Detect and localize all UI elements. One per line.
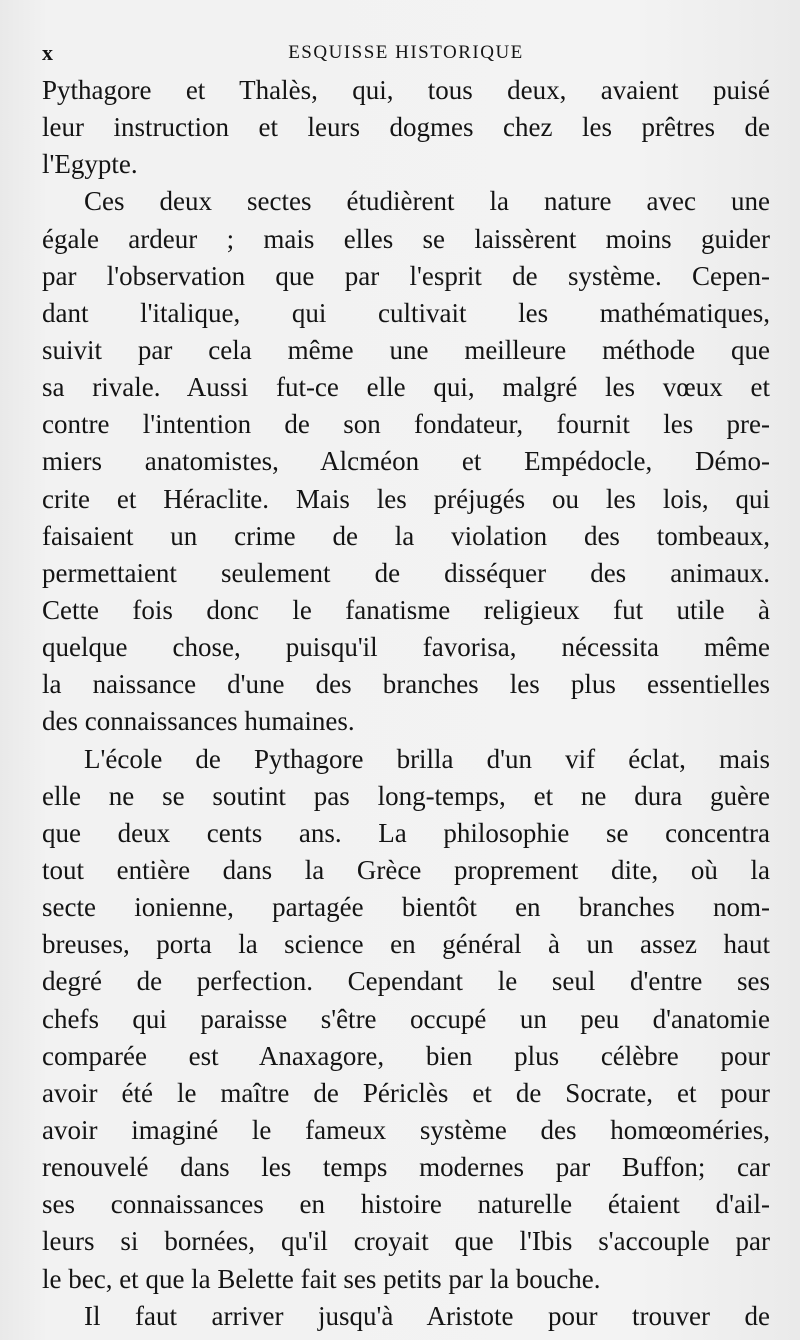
text-line: crite et Héraclite. Mais les préjugés ou les lois, qui (42, 483, 770, 514)
text-line: Il faut arriver jusqu'à Aristote pour trouver de (84, 1300, 770, 1331)
paragraph (42, 741, 770, 1298)
paragraph (42, 72, 770, 183)
text-line: l'Egypte. (42, 149, 138, 180)
text-line: chefs qui paraisse s'être occupé un peu d'anatomie (42, 1003, 770, 1034)
text-line: L'école de Pythagore brilla d'un vif éclat, mais (84, 743, 770, 774)
text-line: renouvelé dans les temps modernes par Buffon; car (42, 1152, 770, 1183)
text-line: leurs si bornées, qu'il croyait que l'Ibis s'accouple par (42, 1226, 770, 1257)
paragraph (42, 1298, 770, 1335)
text-line: que deux cents ans. La philosophie se concentra (42, 817, 770, 848)
text-line: la naissance d'une des branches les plus essentielles (42, 669, 770, 700)
text-line: comparée est Anaxagore, bien plus célèbre pour (42, 1040, 770, 1071)
text-line: degré de perfection. Cependant le seul d'entre ses (42, 966, 770, 997)
text-line: permettaient seulement de disséquer des animaux. (42, 557, 770, 588)
text-line: Cette fois donc le fanatisme religieux fut utile à (42, 594, 770, 625)
text-line: avoir imaginé le fameux système des homœoméries, (42, 1114, 770, 1145)
text-line: sa rivale. Aussi fut-ce elle qui, malgré les vœux et (42, 372, 770, 403)
body-text (42, 72, 770, 1335)
text-line: avoir été le maître de Périclès et de Socrate, et pour (42, 1077, 770, 1108)
text-line: dant l'italique, qui cultivait les mathématiques, (42, 297, 770, 328)
text-line: secte ionienne, partagée bientôt en branches nom- (42, 892, 770, 923)
text-line: leur instruction et leurs dogmes chez les prêtres de (42, 112, 770, 143)
text-line: quelque chose, puisqu'il favorisa, nécessita même (42, 632, 770, 663)
text-line: breuses, porta la science en général à un assez haut (42, 929, 770, 960)
text-line: miers anatomistes, Alcméon et Empédocle, Démo- (42, 446, 770, 477)
running-head (42, 40, 770, 66)
text-line: Pythagore et Thalès, qui, tous deux, avaient puisé (42, 75, 770, 105)
text-line: des connaissances humaines. (42, 706, 355, 737)
text-line: le bec, et que la Belette fait ses petits par la bouche. (42, 1263, 601, 1294)
text-line: tout entière dans la Grèce proprement dite, où la (42, 854, 770, 885)
text-line: ses connaissances en histoire naturelle étaient d'ail- (42, 1189, 770, 1220)
text-line: suivit par cela même une meilleure méthode que (42, 334, 770, 365)
running-head-title: ESQUISSE HISTORIQUE (288, 42, 524, 63)
text-line: elle ne se soutint pas long-temps, et ne dura guère (42, 780, 770, 811)
text-line: égale ardeur ; mais elles se laissèrent moins guider (42, 223, 770, 254)
text-line: par l'observation que par l'esprit de système. Cepen- (42, 260, 770, 291)
page-number: x (42, 40, 54, 65)
paragraph (42, 183, 770, 740)
text-line: contre l'intention de son fondateur, fournit les pre- (42, 409, 770, 440)
text-line: Ces deux sectes étudièrent la nature avec une (84, 186, 770, 217)
text-line: faisaient un crime de la violation des tombeaux, (42, 520, 770, 551)
